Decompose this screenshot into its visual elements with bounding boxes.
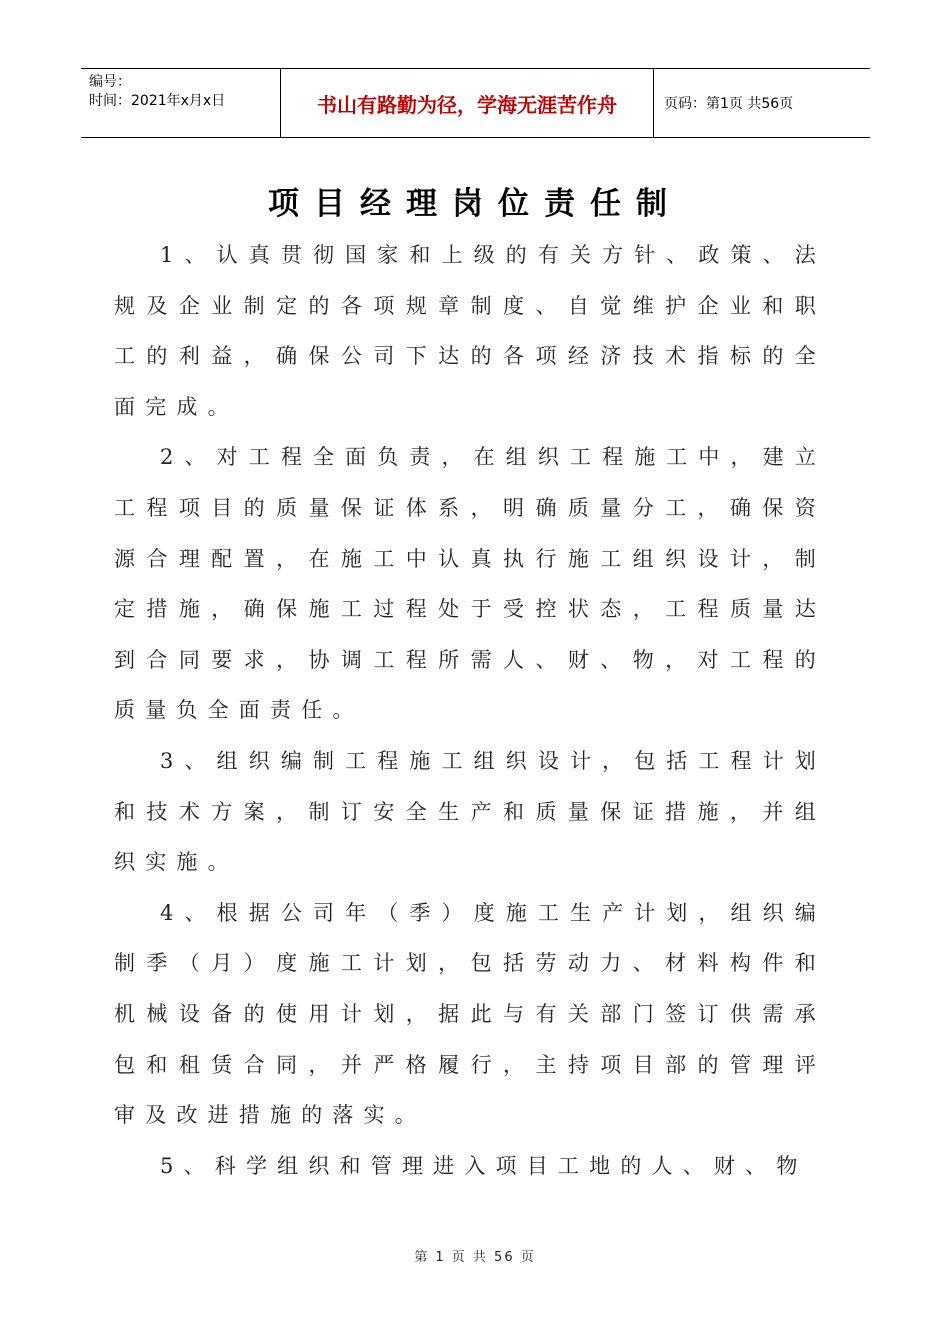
header-motto: 书山有路勤为径，学海无涯苦作舟 <box>281 69 654 137</box>
date-label: 时间：2021年x月x日 <box>89 93 226 109</box>
paragraph-2: 2、对工程全面负责，在组织工程施工中，建立工程项目的质量保证体系，明确质量分工，确保资源合理配置，在施工中认真执行施工组织设计，制定措施，确保施工过程处于受控状态，工程质量达到合同要求，协调工程所需人、财、物，对工程的质量负全面责任。 <box>114 445 826 723</box>
document-title: 项目经理岗位责任制 <box>268 186 682 222</box>
paragraph-3: 3、组织编制工程施工组织设计，包括工程计划和技术方案，制订安全生产和质量保证措施，并组织实施。 <box>114 748 826 875</box>
header-meta <box>81 69 281 137</box>
page-header <box>81 68 870 138</box>
number-label: 编号： <box>89 74 131 90</box>
document-body <box>114 230 826 1191</box>
header-page-info: 页码：第1页 共56页 <box>664 96 794 112</box>
page-footer: 第 1 页 共 56 页 <box>414 1250 536 1265</box>
paragraph-1: 1、认真贯彻国家和上级的有关方针、政策、法规及企业制定的各项规章制度、自觉维护企业和职工的利益，确保公司下达的各项经济技术指标的全面完成。 <box>114 243 826 419</box>
paragraph-5: 5、科学组织和管理进入项目工地的人、财、物 <box>160 1153 808 1178</box>
paragraph-4: 4、根据公司年（季）度施工生产计划，组织编制季（月）度施工计划，包括劳动力、材料构件和机械设备的使用计划，据此与有关部门签订供需承包和租赁合同，并严格履行，主持项目部的管理评审及改进措施的落实。 <box>114 900 826 1128</box>
